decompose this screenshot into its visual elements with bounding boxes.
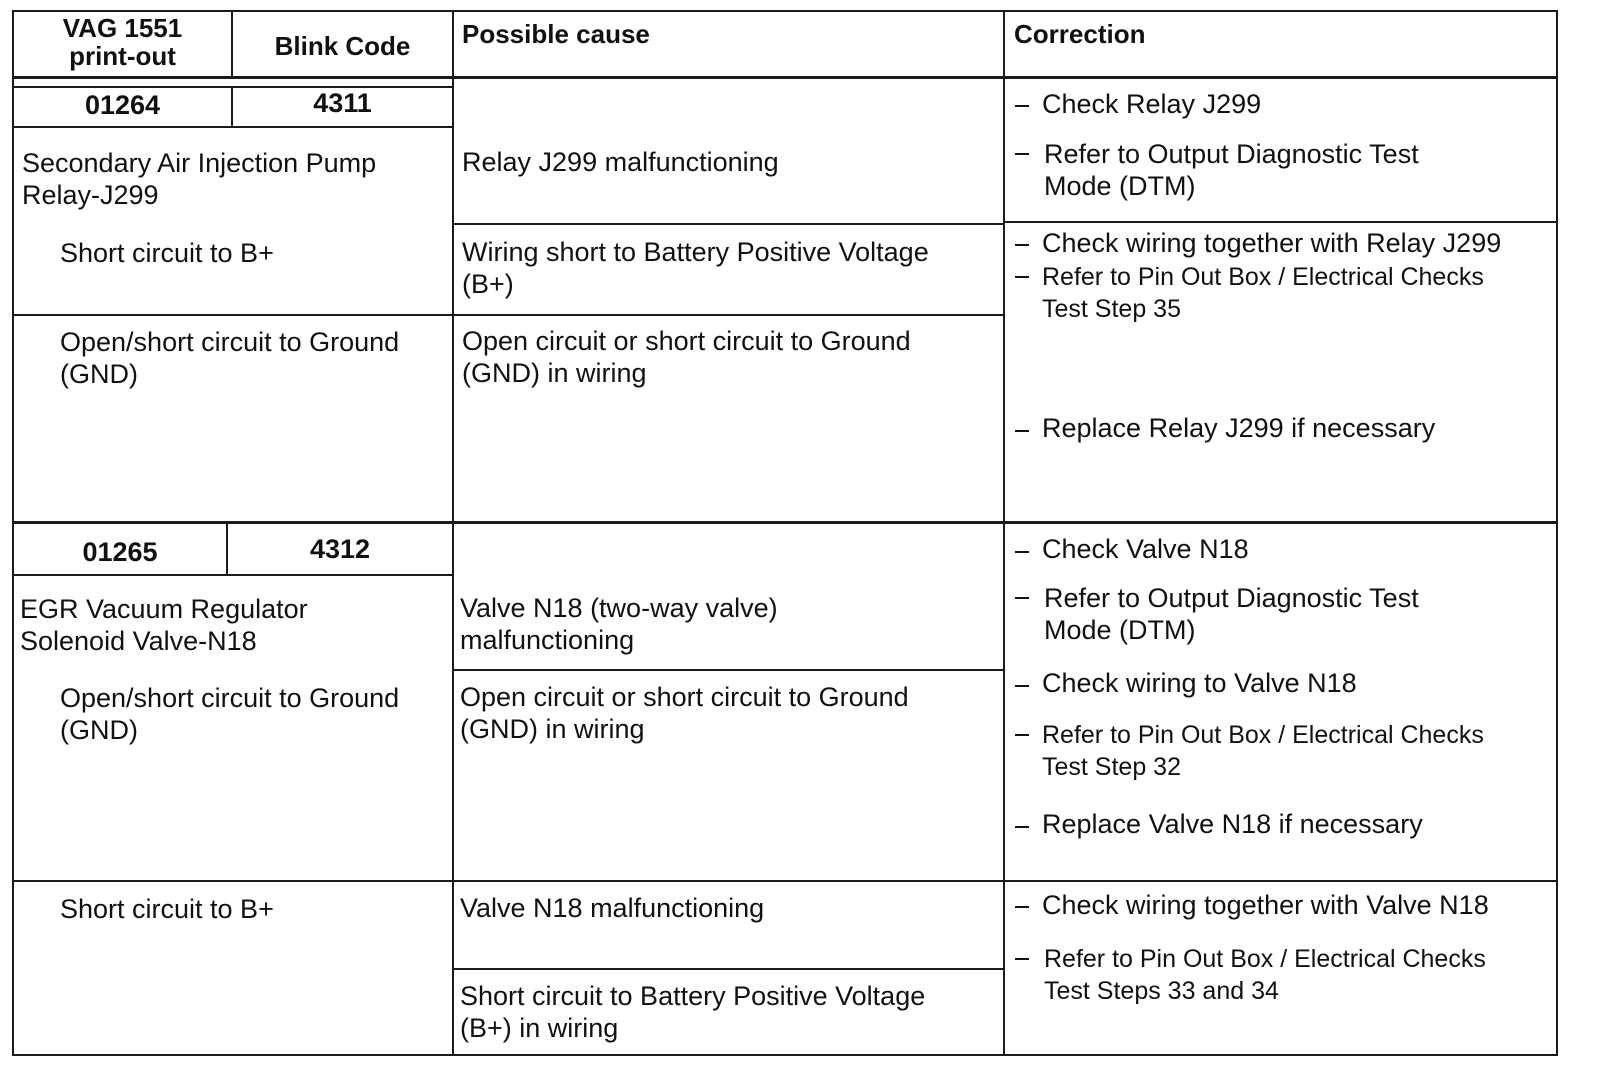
fault-description: Short circuit to B+: [60, 894, 274, 924]
fault-description: Short circuit to B+: [60, 238, 274, 268]
header-possible-cause: Possible cause: [462, 19, 650, 49]
correction-step: Check Relay J299: [1042, 89, 1262, 119]
header-blink-code: Blink Code: [274, 31, 411, 61]
correction-step: Check wiring together with Valve N18: [1042, 890, 1489, 920]
dash-bullet: [1015, 105, 1029, 107]
correction-step: Refer to Pin Out Box / Electrical Checks Test Step 32: [1042, 721, 1484, 781]
correction-step: Refer to Pin Out Box / Electrical Checks Test Step 35: [1042, 263, 1484, 323]
possible-cause: Wiring short to Battery Positive Voltage (B+): [462, 237, 929, 299]
correction-step: Replace Relay J299 if necessary: [1042, 413, 1436, 443]
possible-cause: Relay J299 malfunctioning: [462, 147, 779, 177]
dash-bullet: [1015, 153, 1029, 155]
fault-code: 01264: [84, 90, 161, 120]
possible-cause: Open circuit or short circuit to Ground (GND) in wiring: [460, 682, 909, 744]
dash-bullet: [1015, 551, 1029, 553]
correction-step: Check wiring to Valve N18: [1042, 668, 1357, 698]
dash-bullet: [1015, 244, 1029, 246]
possible-cause: Open circuit or short circuit to Ground (GND) in wiring: [462, 326, 911, 388]
dash-bullet: [1015, 958, 1029, 960]
correction-step: Refer to Output Diagnostic Test Mode (DTM): [1044, 139, 1419, 201]
possible-cause: Valve N18 (two-way valve) malfunctioning: [460, 593, 778, 655]
possible-cause: Valve N18 malfunctioning: [460, 893, 765, 923]
dash-bullet: [1015, 734, 1029, 736]
possible-cause: Short circuit to Battery Positive Voltage (B+) in wiring: [460, 981, 926, 1043]
dash-bullet: [1015, 685, 1029, 687]
header-printout: VAG 1551 print-out: [62, 13, 183, 71]
blink-code: 4311: [313, 88, 372, 118]
component-name: EGR Vacuum Regulator Solenoid Valve-N18: [20, 594, 308, 656]
dash-bullet: [1015, 430, 1029, 432]
correction-step: Refer to Pin Out Box / Electrical Checks Test Steps 33 and 34: [1044, 945, 1486, 1005]
header-correction: Correction: [1014, 19, 1146, 49]
dash-bullet: [1015, 906, 1029, 908]
fault-description: Open/short circuit to Ground (GND): [60, 327, 400, 389]
dash-bullet: [1015, 826, 1029, 828]
dash-bullet: [1015, 276, 1029, 278]
fault-code: 01265: [82, 537, 158, 567]
correction-step: Check wiring together with Relay J299: [1042, 228, 1502, 258]
blink-code: 4312: [309, 534, 371, 564]
correction-step: Replace Valve N18 if necessary: [1042, 809, 1423, 839]
correction-step: Refer to Output Diagnostic Test Mode (DTM): [1044, 583, 1419, 645]
correction-step: Check Valve N18: [1042, 534, 1249, 564]
component-name: Secondary Air Injection Pump Relay-J299: [22, 148, 377, 210]
fault-description: Open/short circuit to Ground (GND): [60, 683, 400, 745]
dash-bullet: [1015, 597, 1029, 599]
